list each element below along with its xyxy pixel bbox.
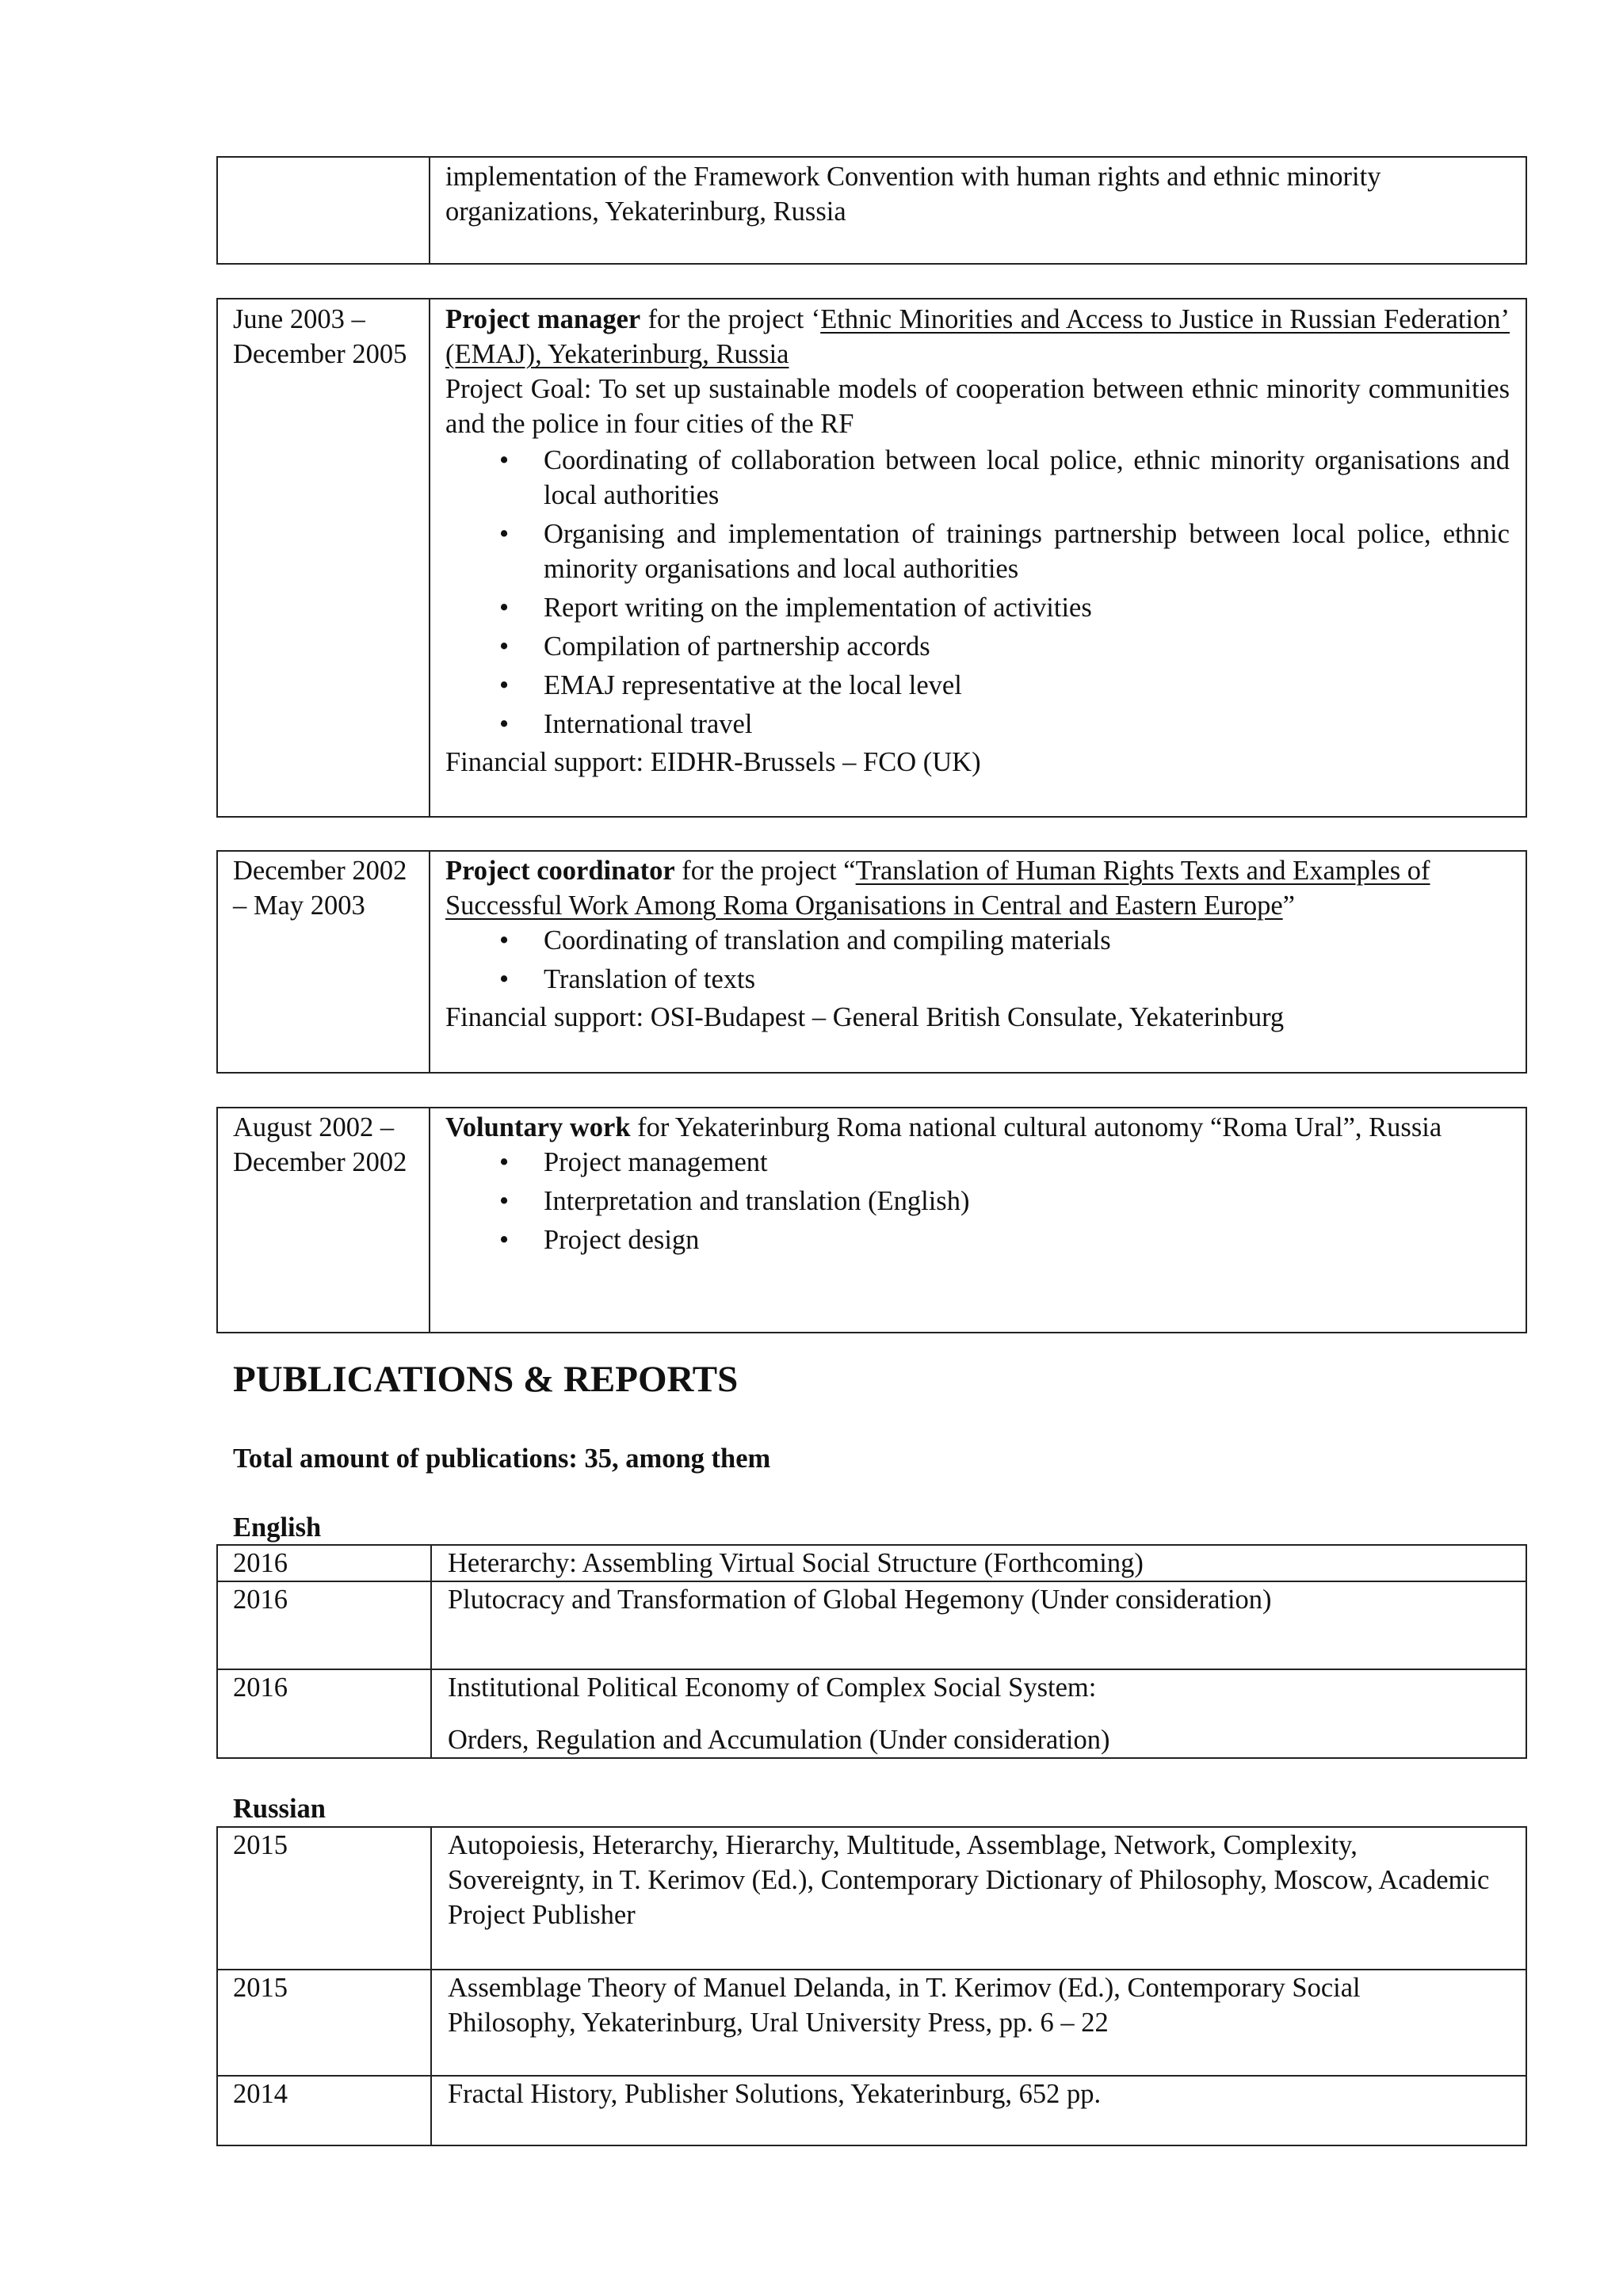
experience-entry	[216, 850, 1527, 1074]
entry-content	[430, 158, 1526, 263]
entry-title-close: ”	[1282, 891, 1295, 921]
table-row	[217, 2076, 1526, 2145]
entry-role-rest: for Yekaterinburg Roma national cultural autonomy “Roma Ural”, Russia	[630, 1112, 1442, 1142]
pub-title: Plutocracy and Transformation of Global Hegemony (Under consideration)	[431, 1581, 1526, 1669]
entry-role-rest: for the project ‘	[640, 304, 821, 334]
english-label: English	[233, 1512, 322, 1543]
bullet-item: • International travel	[544, 707, 1510, 742]
entry-project-title: Ethnic Minorities and Access to Justice in Russian Federation’ (EMAJ), Yekaterinburg, Russia	[445, 304, 1510, 369]
entry-bullets	[445, 1145, 1510, 1257]
entry-role: Project manager	[445, 304, 641, 334]
bullet-item: • Organising and implementation of trainings partnership between local police, ethnic minority organisations and local authorities	[544, 517, 1510, 586]
pub-title	[431, 1669, 1526, 1758]
russian-label: Russian	[233, 1794, 326, 1824]
table-row	[217, 1545, 1526, 1581]
table-row	[217, 1669, 1526, 1758]
pub-title: Assemblage Theory of Manuel Delanda, in T. Kerimov (Ed.), Contemporary Social Philosophy, Yekaterinburg, Ural University Press, pp. 6 – 22	[431, 1970, 1526, 2076]
english-publications-table	[216, 1544, 1527, 1759]
table-row	[217, 1970, 1526, 2076]
bullet-item: • Compilation of partnership accords	[544, 629, 1510, 664]
pub-year: 2015	[217, 1827, 431, 1970]
entry-text-line: implementation of the Framework Convention with human rights and ethnic minority	[445, 162, 1381, 192]
entry-heading	[445, 1110, 1510, 1145]
entry-heading	[445, 302, 1510, 372]
entry-role-rest: for the project “	[674, 856, 856, 886]
entry-content	[430, 299, 1526, 816]
entry-role: Voluntary work	[445, 1112, 631, 1142]
russian-publications-table	[216, 1826, 1527, 2146]
pub-year: 2016	[217, 1545, 431, 1581]
entry-bullets	[445, 443, 1510, 742]
entry-goal: Project Goal: To set up sustainable models of cooperation between ethnic minority communities and the police in four cities of the RF	[445, 374, 1510, 439]
bullet-item: • Project design	[544, 1222, 1510, 1257]
entry-date: August 2002 – December 2002	[218, 1108, 430, 1332]
entry-funding: Financial support: EIDHR-Brussels – FCO (UK)	[445, 747, 981, 777]
section-heading: PUBLICATIONS & REPORTS	[233, 1359, 739, 1400]
bullet-item: • EMAJ representative at the local level	[544, 668, 1510, 703]
bullet-item: • Translation of texts	[544, 962, 1510, 997]
experience-entry	[216, 298, 1527, 818]
entry-content	[430, 1108, 1526, 1332]
pub-year: 2015	[217, 1970, 431, 2076]
publications-total: Total amount of publications: 35, among them	[233, 1444, 771, 1474]
entry-content	[430, 852, 1526, 1072]
pub-title: Autopoiesis, Heterarchy, Hierarchy, Multitude, Assemblage, Network, Complexity, Sovereignty, in T. Kerimov (Ed.), Contemporary Dictionary of Philosophy, Moscow, Academic Project Publisher	[431, 1827, 1526, 1970]
table-row	[217, 1827, 1526, 1970]
bullet-item: • Interpretation and translation (English)	[544, 1184, 1510, 1219]
entry-role: Project coordinator	[445, 856, 675, 886]
entry-date: June 2003 – December 2005	[218, 299, 430, 816]
pub-year: 2016	[217, 1581, 431, 1669]
experience-entry	[216, 156, 1527, 265]
entry-date: December 2002 – May 2003	[218, 852, 430, 1072]
experience-entry	[216, 1107, 1527, 1333]
entry-bullets	[445, 923, 1510, 997]
bullet-item: • Coordinating of collaboration between local police, ethnic minority organisations and local authorities	[544, 443, 1510, 513]
pub-year: 2016	[217, 1669, 431, 1758]
pub-year: 2014	[217, 2076, 431, 2145]
entry-project-title: Translation of Human Rights Texts and Examples of Successful Work Among Roma Organisations in Central and Eastern Europe	[445, 856, 1430, 921]
entry-date	[218, 158, 430, 263]
pub-title: Heterarchy: Assembling Virtual Social Structure (Forthcoming)	[431, 1545, 1526, 1581]
pub-title: Fractal History, Publisher Solutions, Yekaterinburg, 652 pp.	[431, 2076, 1526, 2145]
table-row	[217, 1581, 1526, 1669]
entry-heading	[445, 853, 1510, 923]
pub-title-line: Institutional Political Economy of Complex Social System:	[448, 1672, 1097, 1703]
bullet-item: • Project management	[544, 1145, 1510, 1180]
entry-text-line: organizations, Yekaterinburg, Russia	[445, 196, 846, 227]
bullet-item: • Coordinating of translation and compiling materials	[544, 923, 1510, 958]
entry-funding: Financial support: OSI-Budapest – General British Consulate, Yekaterinburg	[445, 1002, 1285, 1032]
pub-title-line: Orders, Regulation and Accumulation (Under consideration)	[448, 1725, 1110, 1755]
bullet-item: • Report writing on the implementation of activities	[544, 590, 1510, 625]
